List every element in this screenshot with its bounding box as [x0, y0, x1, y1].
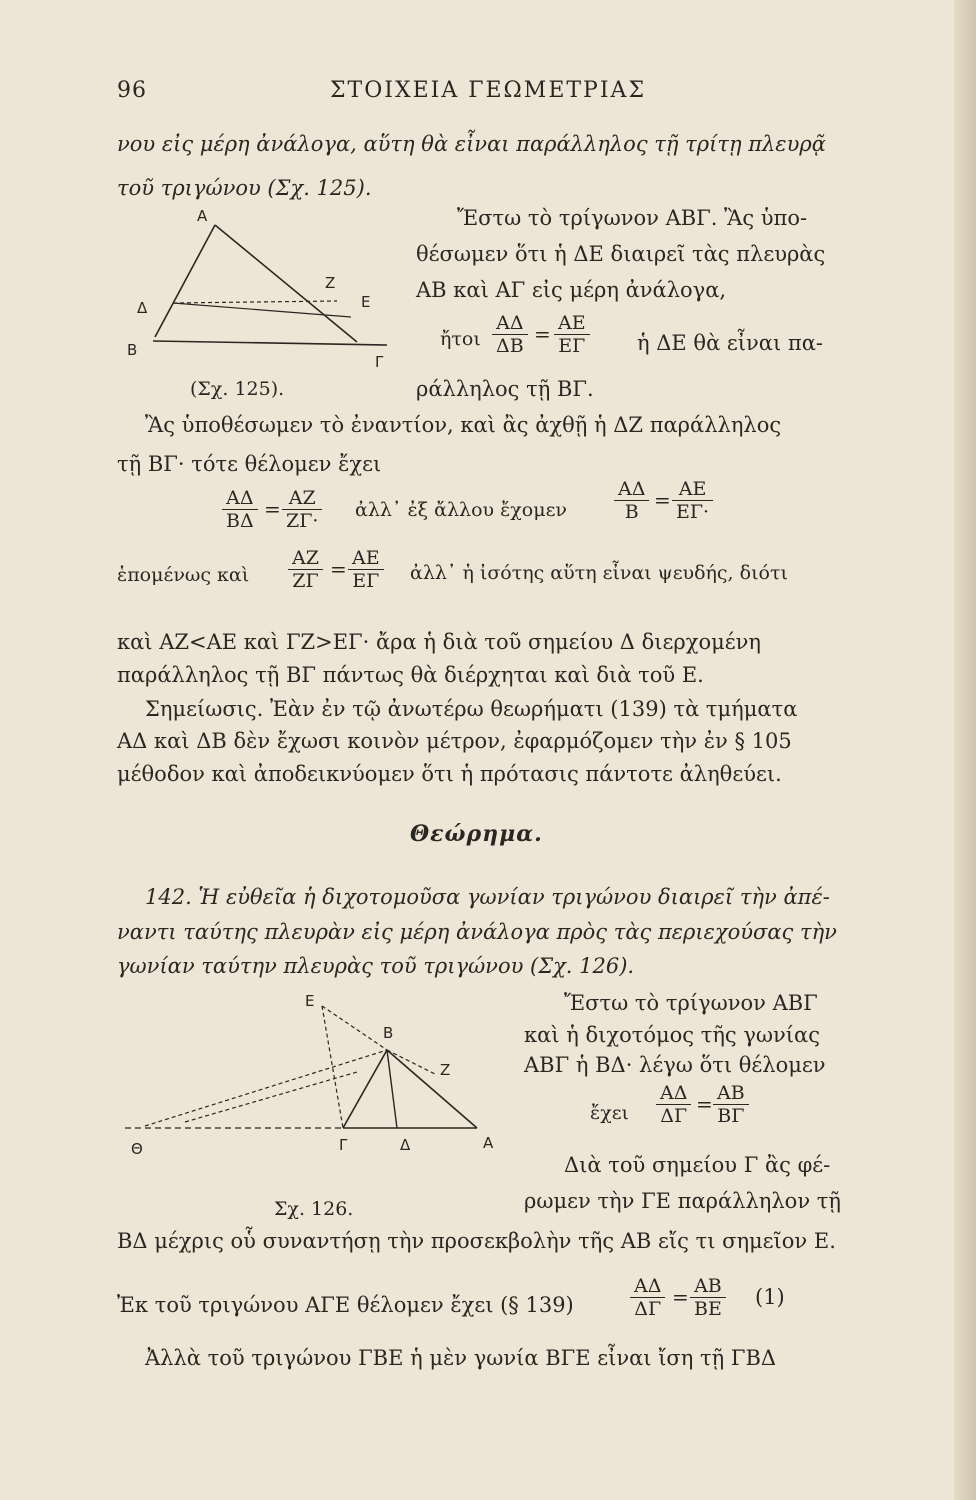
fraction: $\frac{A\Delta}{\Delta\Gamma}$: [630, 1275, 665, 1320]
label-d: Δ: [137, 299, 148, 317]
label-e: Ε: [361, 293, 371, 311]
side-bg: [153, 341, 387, 345]
text-line: ἀλλ᾽ ἐξ ἄλλου ἔχομεν: [355, 499, 567, 521]
text-line: Σημείωσις. Ἐὰν ἐν τῷ ἀνωτέρω θεωρήματι (139) τὰ τμήματα: [145, 697, 798, 721]
text-line: καὶ ἡ διχοτόμος τῆς γωνίας: [524, 1023, 820, 1047]
side-bg: [343, 1050, 387, 1128]
text-line: ΑΒΓ ἡ ΒΔ· λέγω ὅτι θέλομεν: [524, 1053, 826, 1077]
line-de: [173, 303, 351, 317]
text-line: Ἔστω τὸ τρίγωνον ΑΒΓ. Ἂς ὑπο-: [457, 206, 808, 230]
text-line: ναντι ταύτης πλευρὰν εἰς μέρη ἀνάλογα πρὸς τὰς περιεχούσας τὴν: [117, 920, 837, 944]
text-line: νου εἰς μέρη ἀνάλογα, αὕτη θὰ εἶναι παράλληλος τῇ τρίτῃ πλευρᾷ: [117, 132, 826, 156]
equals: =: [654, 488, 671, 512]
figure-125: [125, 205, 405, 375]
side-ag: [215, 225, 357, 342]
running-title: ΣΤΟΙΧΕΙΑ ΓΕΩΜΕΤΡΙΑΣ: [329, 78, 646, 103]
text-line: ΑΔ καὶ ΔΒ δὲν ἔχωσι κοινὸν μέτρον, ἐφαρμόζομεν τὴν ἐν § 105: [117, 729, 792, 753]
equation-number: (1): [755, 1285, 785, 1309]
fraction: $\frac{AZ}{Z\Gamma\cdot}$: [282, 487, 322, 532]
label-g: Γ: [339, 1136, 348, 1154]
text-line: ΑΒ καὶ ΑΓ εἰς μέρη ἀνάλογα,: [416, 278, 727, 302]
side-ba: [387, 1050, 477, 1128]
side-ab: [155, 225, 215, 337]
text-line: ἔχει: [590, 1102, 630, 1124]
fraction: $\frac{AE}{E\Gamma\cdot}$: [672, 478, 713, 523]
text-line: ἀλλ᾽ ἡ ἰσότης αὕτη εἶναι ψευδής, διότι: [410, 562, 788, 584]
text-line: ρωμεν τὴν ΓΕ παράλληλον τῇ: [524, 1189, 841, 1213]
line-dz: [173, 301, 337, 303]
label-b: B: [127, 341, 138, 359]
text-line: μέθοδον καὶ ἀποδεικνύομεν ὅτι ἡ πρότασις πάντοτε ἀληθεύει.: [117, 762, 782, 786]
equals: =: [672, 1285, 689, 1309]
figure-126: [125, 988, 515, 1158]
text-line: γωνίαν ταύτην πλευρὰς τοῦ τριγώνου (Σχ. 126).: [117, 954, 635, 978]
text-line: καὶ ΑΖ<ΑΕ καὶ ΓΖ>ΕΓ· ἄρα ἡ διὰ τοῦ σημείου Δ διερχομένη: [117, 630, 761, 654]
text-line: Ἔστω τὸ τρίγωνον ΑΒΓ: [564, 991, 818, 1015]
page-edge: [954, 0, 976, 1500]
text-line: ΒΔ μέχρις οὗ συναντήσῃ τὴν προσεκβολὴν τῆς ΑΒ εἴς τι σημεῖον Ε.: [117, 1229, 836, 1253]
fraction: $\frac{A\Delta}{\Delta B}$: [492, 312, 528, 357]
label-theta: Θ: [131, 1140, 143, 1158]
equals: =: [534, 322, 551, 346]
text-line: τῇ ΒΓ· τότε θέλομεν ἔχει: [117, 452, 382, 476]
label-z: Z: [325, 274, 336, 292]
fraction: $\frac{AE}{E\Gamma}$: [348, 547, 384, 592]
equals: =: [264, 497, 281, 521]
label-e: E: [305, 992, 315, 1010]
figure-caption: Σχ. 126.: [274, 1198, 354, 1220]
page-number: 96: [117, 78, 147, 103]
fraction: $\frac{AB}{BE}$: [690, 1275, 726, 1320]
equals: =: [696, 1092, 713, 1116]
fraction: $\frac{A\Delta}{\Delta\Gamma}$: [656, 1082, 691, 1127]
fraction: $\frac{AB}{B\Gamma}$: [713, 1082, 749, 1127]
text-line: ἑπομένως καὶ: [117, 564, 250, 586]
text-line: παράλληλος τῇ ΒΓ πάντως θὰ διέρχηται καὶ διὰ τοῦ Ε.: [117, 663, 704, 687]
fraction: $\frac{AZ}{Z\Gamma}$: [288, 547, 323, 592]
text-line: 142. Ἡ εὐθεῖα ἡ διχοτομοῦσα γωνίαν τριγώνου διαιρεῖ τὴν ἀπέ-: [145, 885, 830, 909]
figure-caption: (Σχ. 125).: [190, 378, 285, 400]
text-line: Ἀλλὰ τοῦ τριγώνου ΓΒΕ ἡ μὲν γωνία ΒΓΕ εἶναι ἴση τῇ ΓΒΔ: [145, 1346, 777, 1370]
text-line: τοῦ τριγώνου (Σχ. 125).: [117, 176, 372, 200]
text-line: ἡ ΔΕ θὰ εἶναι πα-: [637, 331, 823, 355]
section-title: Θεώρημα.: [410, 821, 543, 847]
line-eb: [322, 1006, 387, 1050]
label-b: B: [383, 1024, 394, 1042]
bisector-bd: [387, 1050, 397, 1128]
label-a: Α: [197, 207, 208, 225]
text-line: Ἐκ τοῦ τριγώνου ΑΓΕ θέλομεν ἔχει (§ 139): [117, 1293, 574, 1317]
label-d: Δ: [400, 1136, 411, 1154]
text-line: Ἂς ὑποθέσωμεν τὸ ἐναντίον, καὶ ἂς ἀχθῇ ἡ ΔΖ παράλληλος: [145, 413, 782, 437]
equals: =: [330, 557, 347, 581]
text-line: Διὰ τοῦ σημείου Γ ἂς φέ-: [564, 1153, 831, 1177]
text-line: θέσωμεν ὅτι ἡ ΔΕ διαιρεῖ τὰς πλευρὰς: [416, 242, 826, 266]
text-line: ἤτοι: [440, 328, 481, 350]
label-z: Z: [440, 1061, 451, 1079]
ext-line-2: [185, 1072, 357, 1122]
fraction: $\frac{AE}{E\Gamma}$: [554, 312, 590, 357]
label-a: Α: [483, 1134, 494, 1152]
fraction: $\frac{A\Delta}{B}$: [614, 478, 649, 523]
fraction: $\frac{A\Delta}{B\Delta}$: [222, 487, 258, 532]
text-line: ράλληλος τῇ ΒΓ.: [416, 377, 594, 401]
label-g: Γ: [375, 353, 384, 371]
